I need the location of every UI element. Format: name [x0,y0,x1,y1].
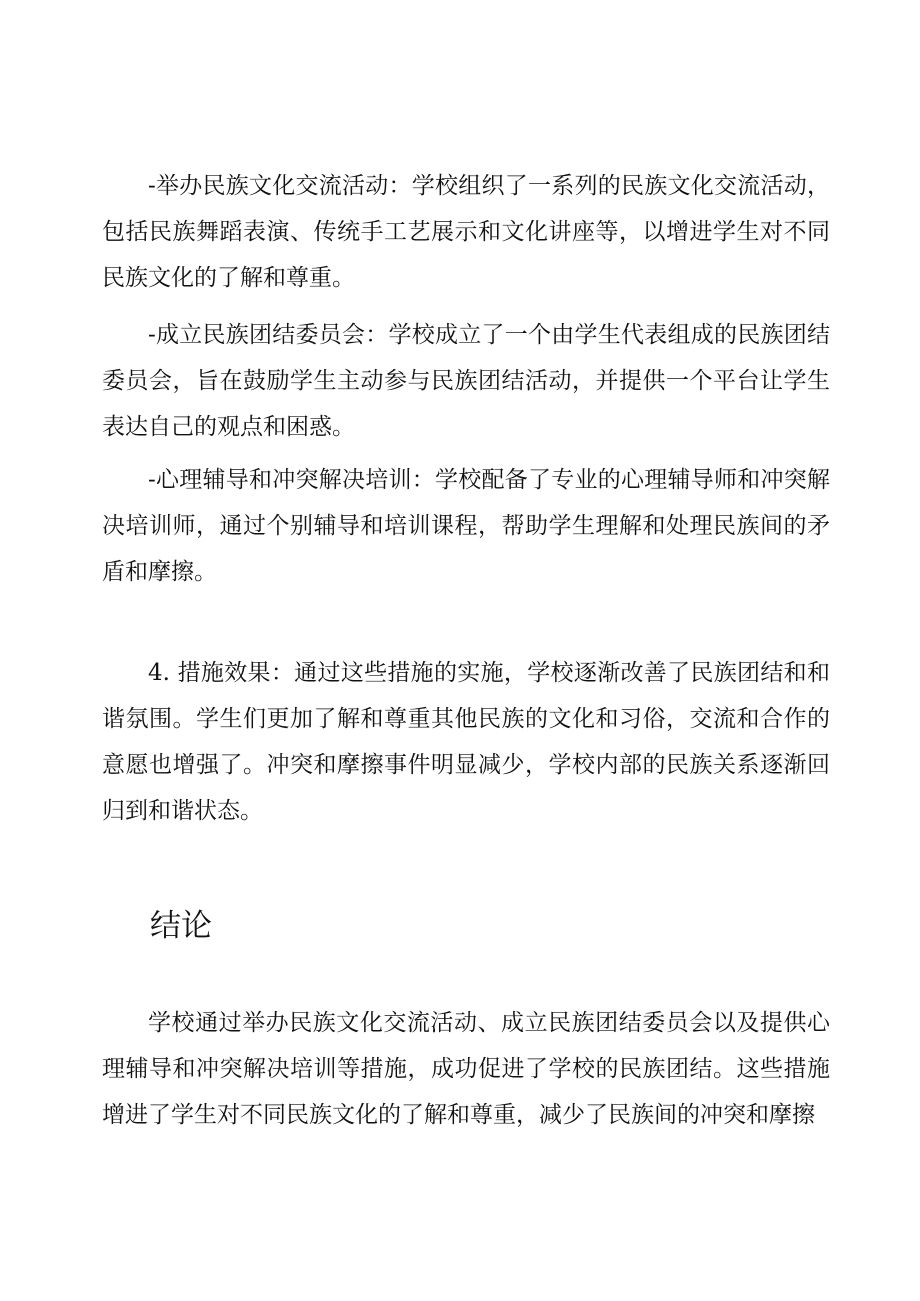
paragraph-measure-effects: 4. 措施效果：通过这些措施的实施，学校逐渐改善了民族团结和和谐氛围。学生们更加了解和尊重其他民族的文化和习俗，交流和合作的意愿也增强了。冲突和摩擦事件明显减少，学校内部的民族关系逐渐回归到和谐状态。 [102,660,830,824]
paragraph-counseling-training: -心理辅导和冲突解决培训：学校配备了专业的心理辅导师和冲突解决培训师，通过个别辅导和培训课程，帮助学生理解和处理民族间的矛盾和摩擦。 [102,467,830,585]
paragraph-conclusion: 学校通过举办民族文化交流活动、成立民族团结委员会以及提供心理辅导和冲突解决培训等措施，成功促进了学校的民族团结。这些措施增进了学生对不同民族文化的了解和尊重，减少了民族间的冲突和摩擦 [102,1010,830,1128]
paragraph-unity-committee: -成立民族团结委员会：学校成立了一个由学生代表组成的民族团结委员会，旨在鼓励学生主动参与民族团结活动，并提供一个平台让学生表达自己的观点和困惑。 [102,322,830,440]
paragraph-cultural-exchange: -举办民族文化交流活动：学校组织了一系列的民族文化交流活动，包括民族舞蹈表演、传统手工艺展示和文化讲座等，以增进学生对不同民族文化的了解和尊重。 [102,173,830,291]
conclusion-heading: 结论 [150,908,212,944]
